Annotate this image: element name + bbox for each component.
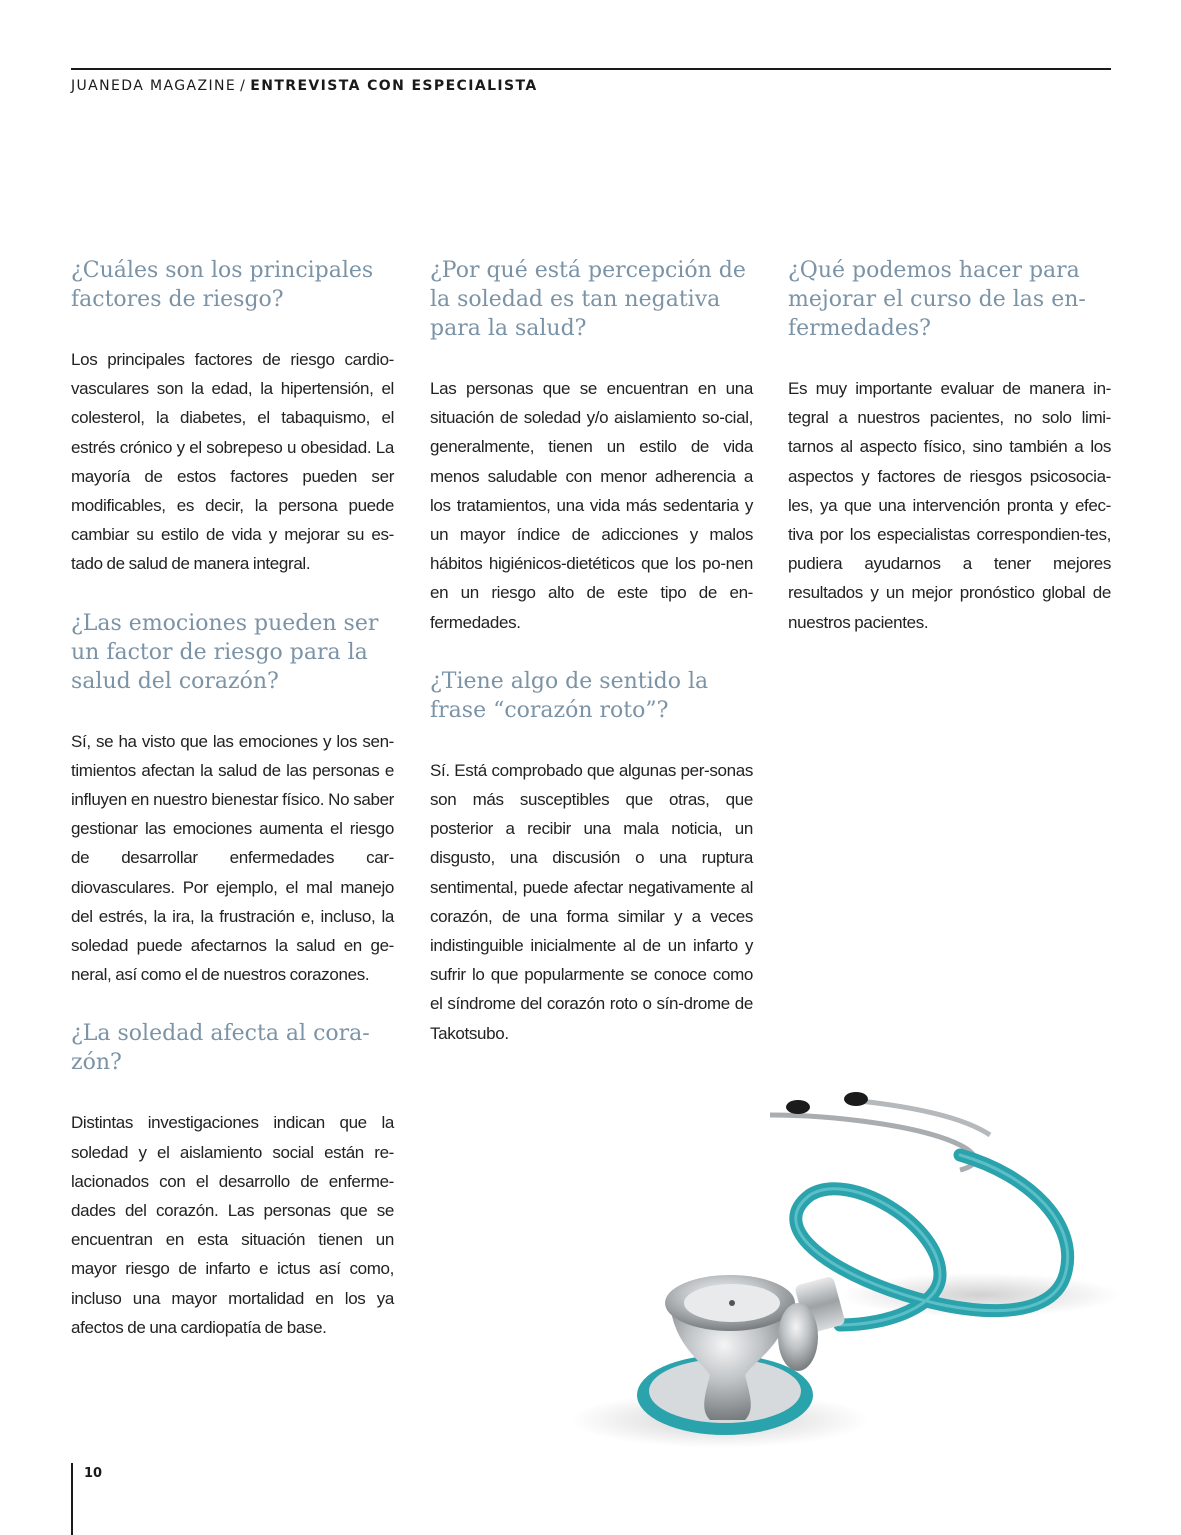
answer-risk-factors: Los principales factores de riesgo cardio-vasculares son la edad, la hipertensión, el colesterol, la diabetes, el tabaquismo, el estrés crónico y el sobrepeso u obesidad. La mayoría de estos factores pueden ser modificables, es decir, la persona puede cambiar su estilo de vida y mejorar su es-tado de salud de manera integral. [71, 350, 394, 574]
magazine-brand: JUANEDA MAGAZINE [71, 78, 237, 94]
question-improve-course: ¿Qué podemos hacer para mejorar el curso de las en-fermedades? [788, 258, 1086, 341]
answer-broken-heart: Sí. Está comprobado que algunas per-sonas son más susceptibles que otras, que posterior a recibir una mala noticia, un disgusto, una discusión o una ruptura sentimental, puede afectar negativamente al corazón, de una forma similar y a veces indistinguible inicialmente al de un infarto y sufrir lo que popularmente se conoce como el síndrome del corazón roto o sín-drome de Takotsubo. [430, 760, 753, 1043]
header-rule [71, 68, 1111, 70]
question-broken-heart: ¿Tiene algo de sentido la frase “corazón roto”? [430, 668, 709, 723]
header-separator: / [240, 78, 247, 94]
question-loneliness-perception: ¿Por qué está percepción de la soledad es tan negativa para la salud? [430, 258, 746, 341]
column-1 [71, 256, 394, 1372]
magazine-header [71, 78, 538, 94]
answer-improve-course: Es muy importante evaluar de manera in-tegral a nuestros pacientes, no solo limi-tarnos al aspecto físico, sino también a los aspectos y factores de riesgos psicosocia-les, ya que una intervención pronta y efec-tiva por los especialistas correspondien-tes, pudiera ayudarnos a tener mejores resultados y un mejor pronóstico global de nuestros pacientes. [788, 379, 1111, 632]
page-number-rule [71, 1463, 73, 1535]
answer-emotions: Sí, se ha visto que las emociones y los sen-timientos afectan la salud de las personas e influyen en nuestro bienestar físico. No saber gestionar las emociones aumenta el riesgo de desarrollar enfermedades car-diovasculares. Por ejemplo, el mal manejo del estrés, la ira, la frustración e, incluso, la soledad puede afectarnos la salud en ge-neral, así como el de nuestros corazones. [71, 731, 394, 985]
answer-loneliness-perception: Las personas que se encuentran en una situación de soledad y/o aislamiento so-cial, generalmente, tienen un estilo de vida menos saludable con menor adherencia a los tratamientos, una vida más sedentaria y un mayor índice de adicciones y malos hábitos higiénicos-dietéticos que los po-nen en un riesgo alto de este tipo de en-fermedades. [430, 379, 753, 632]
question-risk-factors: ¿Cuáles son los principales factores de riesgo? [71, 258, 374, 312]
question-emotions: ¿Las emociones pueden ser un factor de riesgo para la salud del corazón? [71, 610, 379, 694]
section-title: ENTREVISTA CON ESPECIALISTA [250, 78, 538, 94]
stethoscope-illustration [560, 1075, 1120, 1455]
page-number: 10 [84, 1466, 103, 1481]
column-2 [430, 256, 753, 1078]
column-3 [788, 256, 1111, 667]
answer-loneliness-heart: Distintas investigaciones indican que la soledad y el aislamiento social están re-lacionados con el desarrollo de enferme-dades del corazón. Las personas que se encuentran en esta situación tienen un mayor riesgo de infarto e ictus así como, incluso una mayor mortalidad en los ya afectos de una cardiopatía de base. [71, 1113, 394, 1337]
question-loneliness-heart: ¿La soledad afecta al cora-zón? [71, 1021, 370, 1076]
